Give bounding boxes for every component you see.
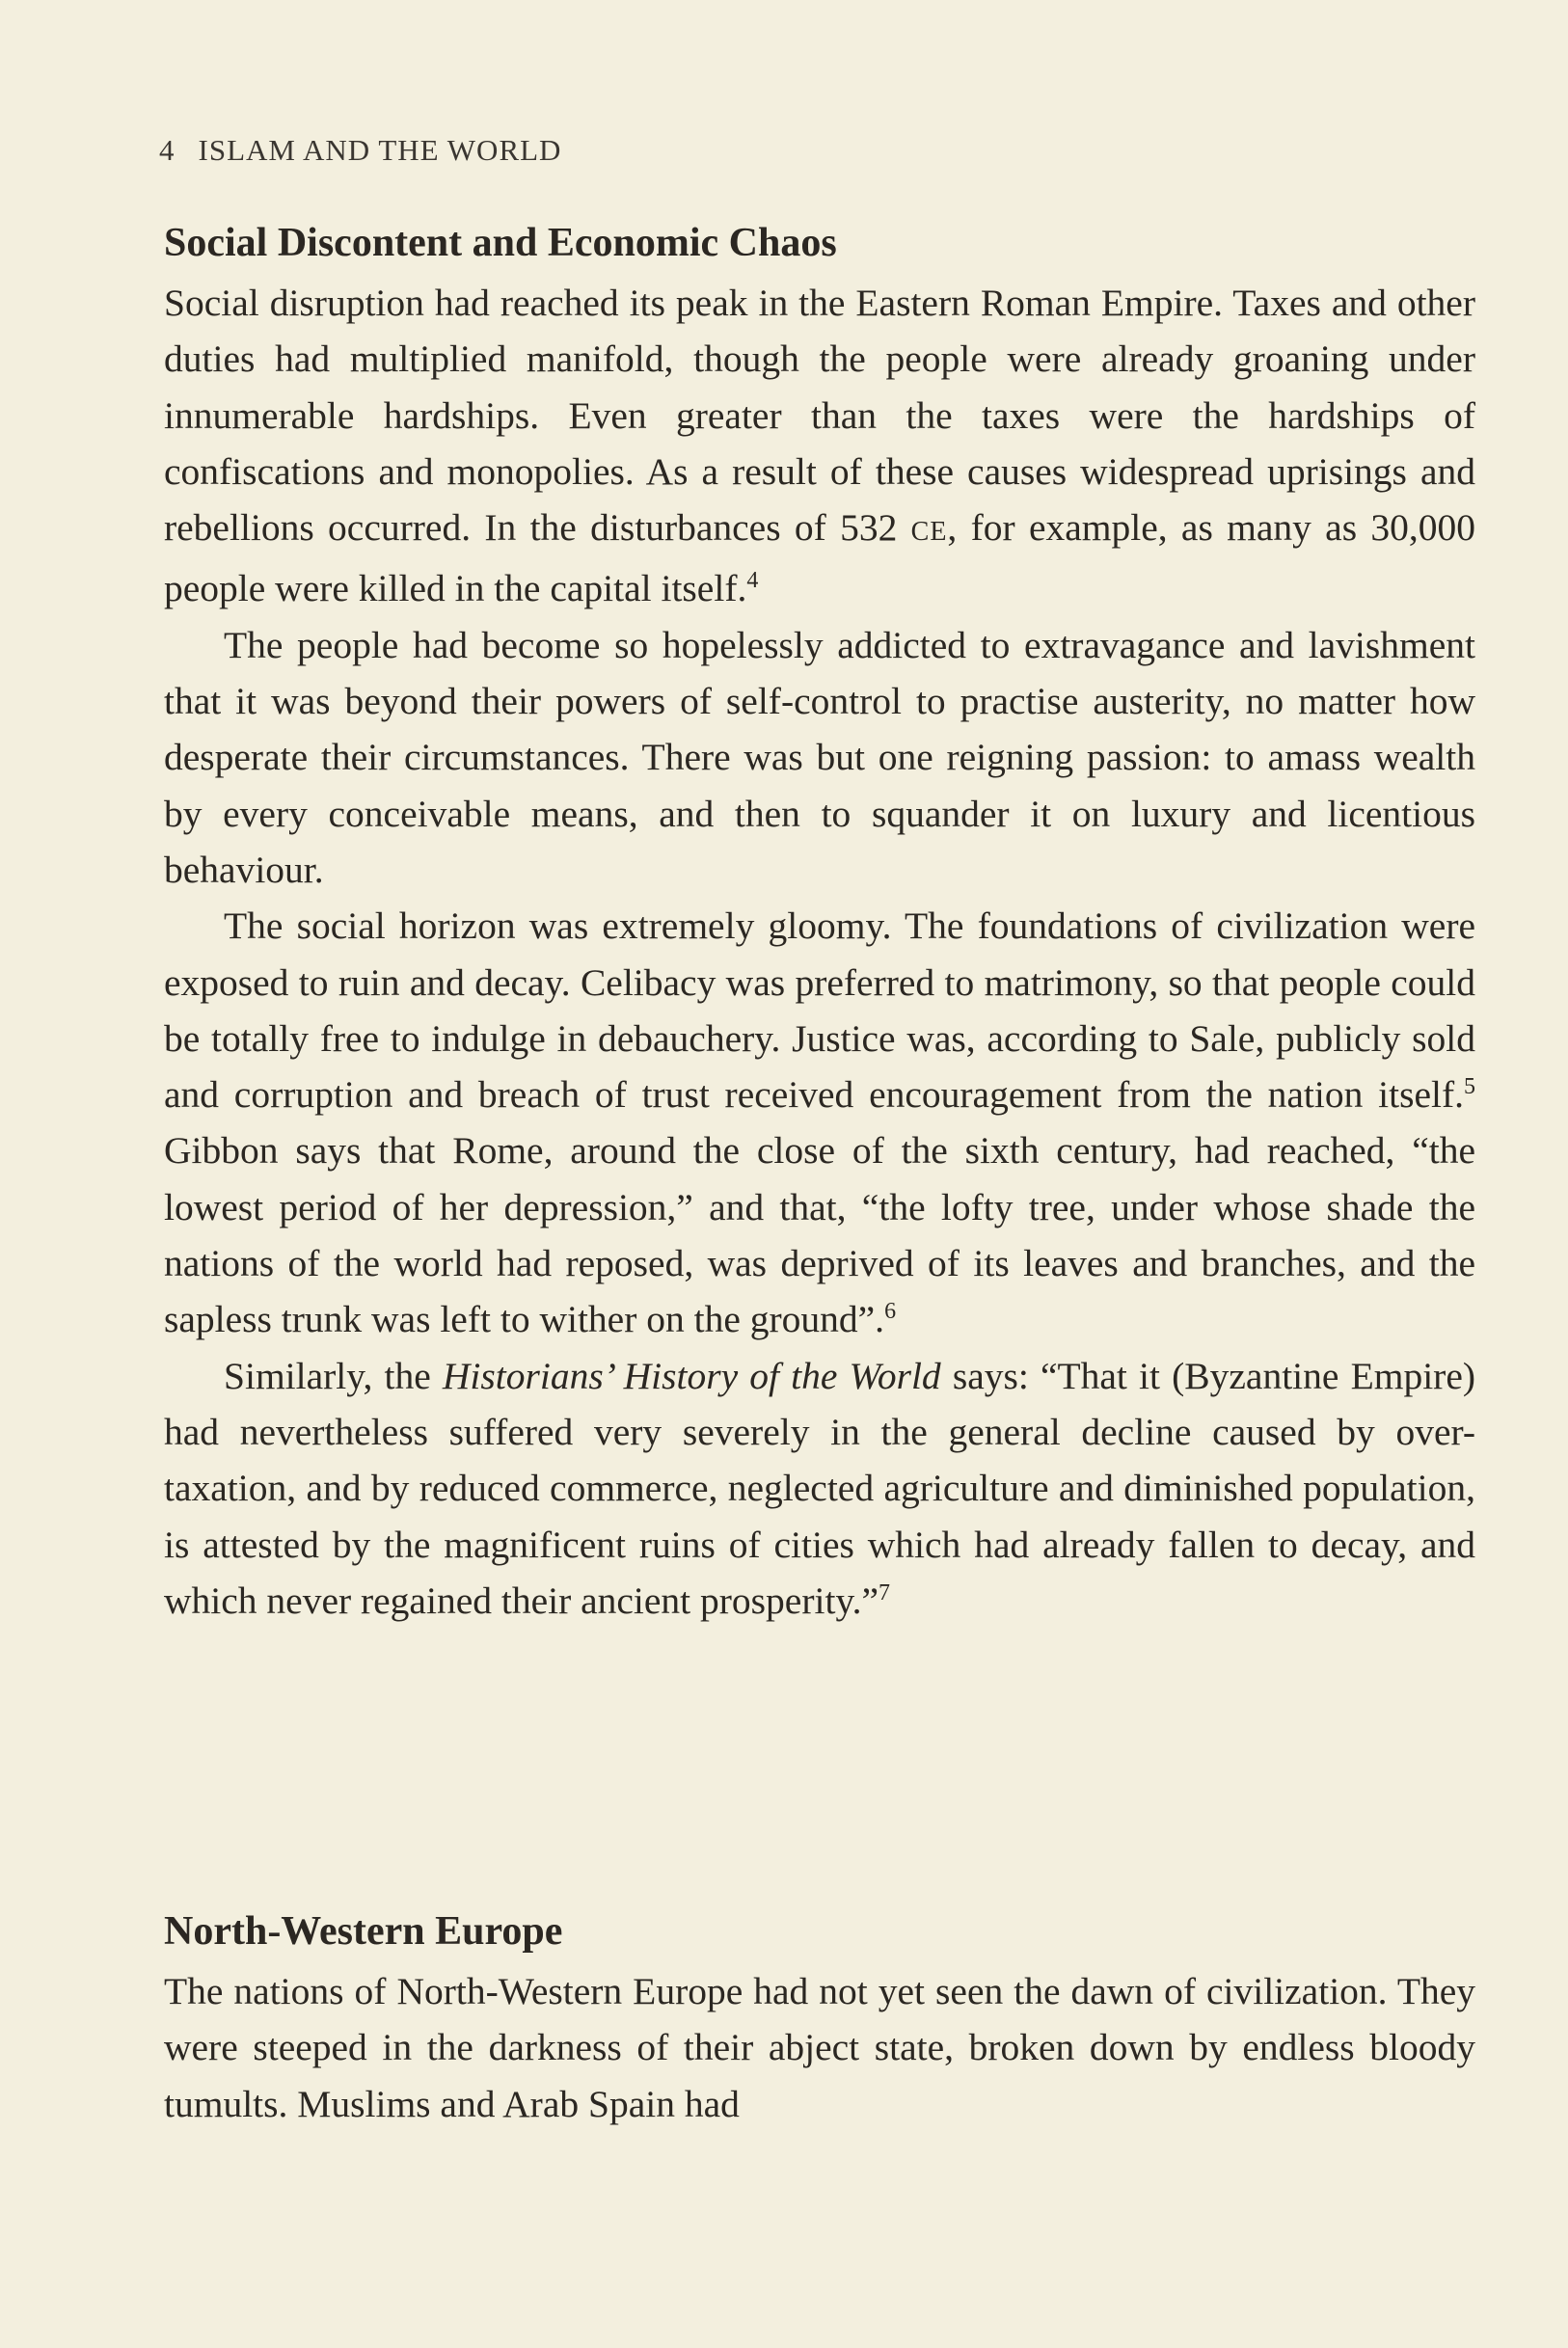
era-abbreviation: CE	[910, 517, 948, 548]
section-north-western-europe	[164, 1903, 1475, 2132]
paragraph	[164, 275, 1475, 617]
section-heading: North-Western Europe	[164, 1909, 563, 1954]
paragraph-text: The social horizon was extremely gloomy. The foundations of civilization were exposed to ruin and decay. Celibacy was preferred to matrimony, so that people could be totally free to indulge in debauchery. Justice was, according to Sale, publicly sold and corruption and breach of trust received encouragement from the nation itself.	[164, 904, 1475, 1117]
book-title: Historians’ History of the World	[442, 1354, 941, 1397]
paragraph-text: Gibbon says that Rome, around the close of the sixth century, had reached, “the lowest period of her depression,” and that, “the lofty tree, under whose shade the nations of the world had reposed, was deprived of its leaves and branches, and the sapless trunk was left to wither on the ground”.	[164, 1129, 1475, 1341]
paragraph-text: Social disruption had reached its peak in the Eastern Roman Empire. Taxes and other duties had multiplied manifold, though the people were already groaning under innumerable hardships. Even greater than the taxes were the hardships of confiscations and monopolies. As a result of these causes widespread uprisings and rebellions occurred. In the disturbances of 532	[164, 282, 1475, 550]
running-header	[159, 133, 561, 168]
section-social-discontent	[164, 215, 1475, 1629]
running-title: ISLAM AND THE WORLD	[198, 133, 562, 167]
paragraph-text: Similarly, the	[224, 1354, 443, 1397]
page-number: 4	[159, 133, 176, 167]
footnote-ref: 4	[746, 568, 759, 594]
footnote-ref: 5	[1464, 1074, 1475, 1100]
paragraph	[164, 898, 1475, 1347]
paragraph	[164, 1348, 1475, 1629]
paragraph-text: , for example, as many as 30,000 people were killed in the capital itself.	[164, 506, 1475, 610]
footnote-ref: 7	[879, 1579, 891, 1606]
paragraph-text: says: “That it (Byzantine Empire) had nevertheless suffered very severely in the general decline caused by over-taxation, and by reduced commerce, neglected agriculture and diminished population, is attested by the magnificent ruins of cities which had already fallen to decay, and which never regained their ancient prosperity.”	[164, 1354, 1476, 1622]
paragraph: The nations of North-Western Europe had not yet seen the dawn of civilization. They were steeped in the darkness of their abject state, broken down by endless bloody tumults. Muslims and Arab Spain had	[164, 1970, 1475, 2125]
footnote-ref: 6	[884, 1299, 897, 1325]
section-heading: Social Discontent and Economic Chaos	[164, 221, 837, 265]
paragraph: The people had become so hopelessly addicted to extravagance and lavishment that it was beyond their powers of self-control to practise austerity, no matter how desperate their circumstances. There was but one reigning passion: to amass wealth by every conceivable means, and then to squander it on luxury and licentious behaviour.	[164, 623, 1475, 891]
